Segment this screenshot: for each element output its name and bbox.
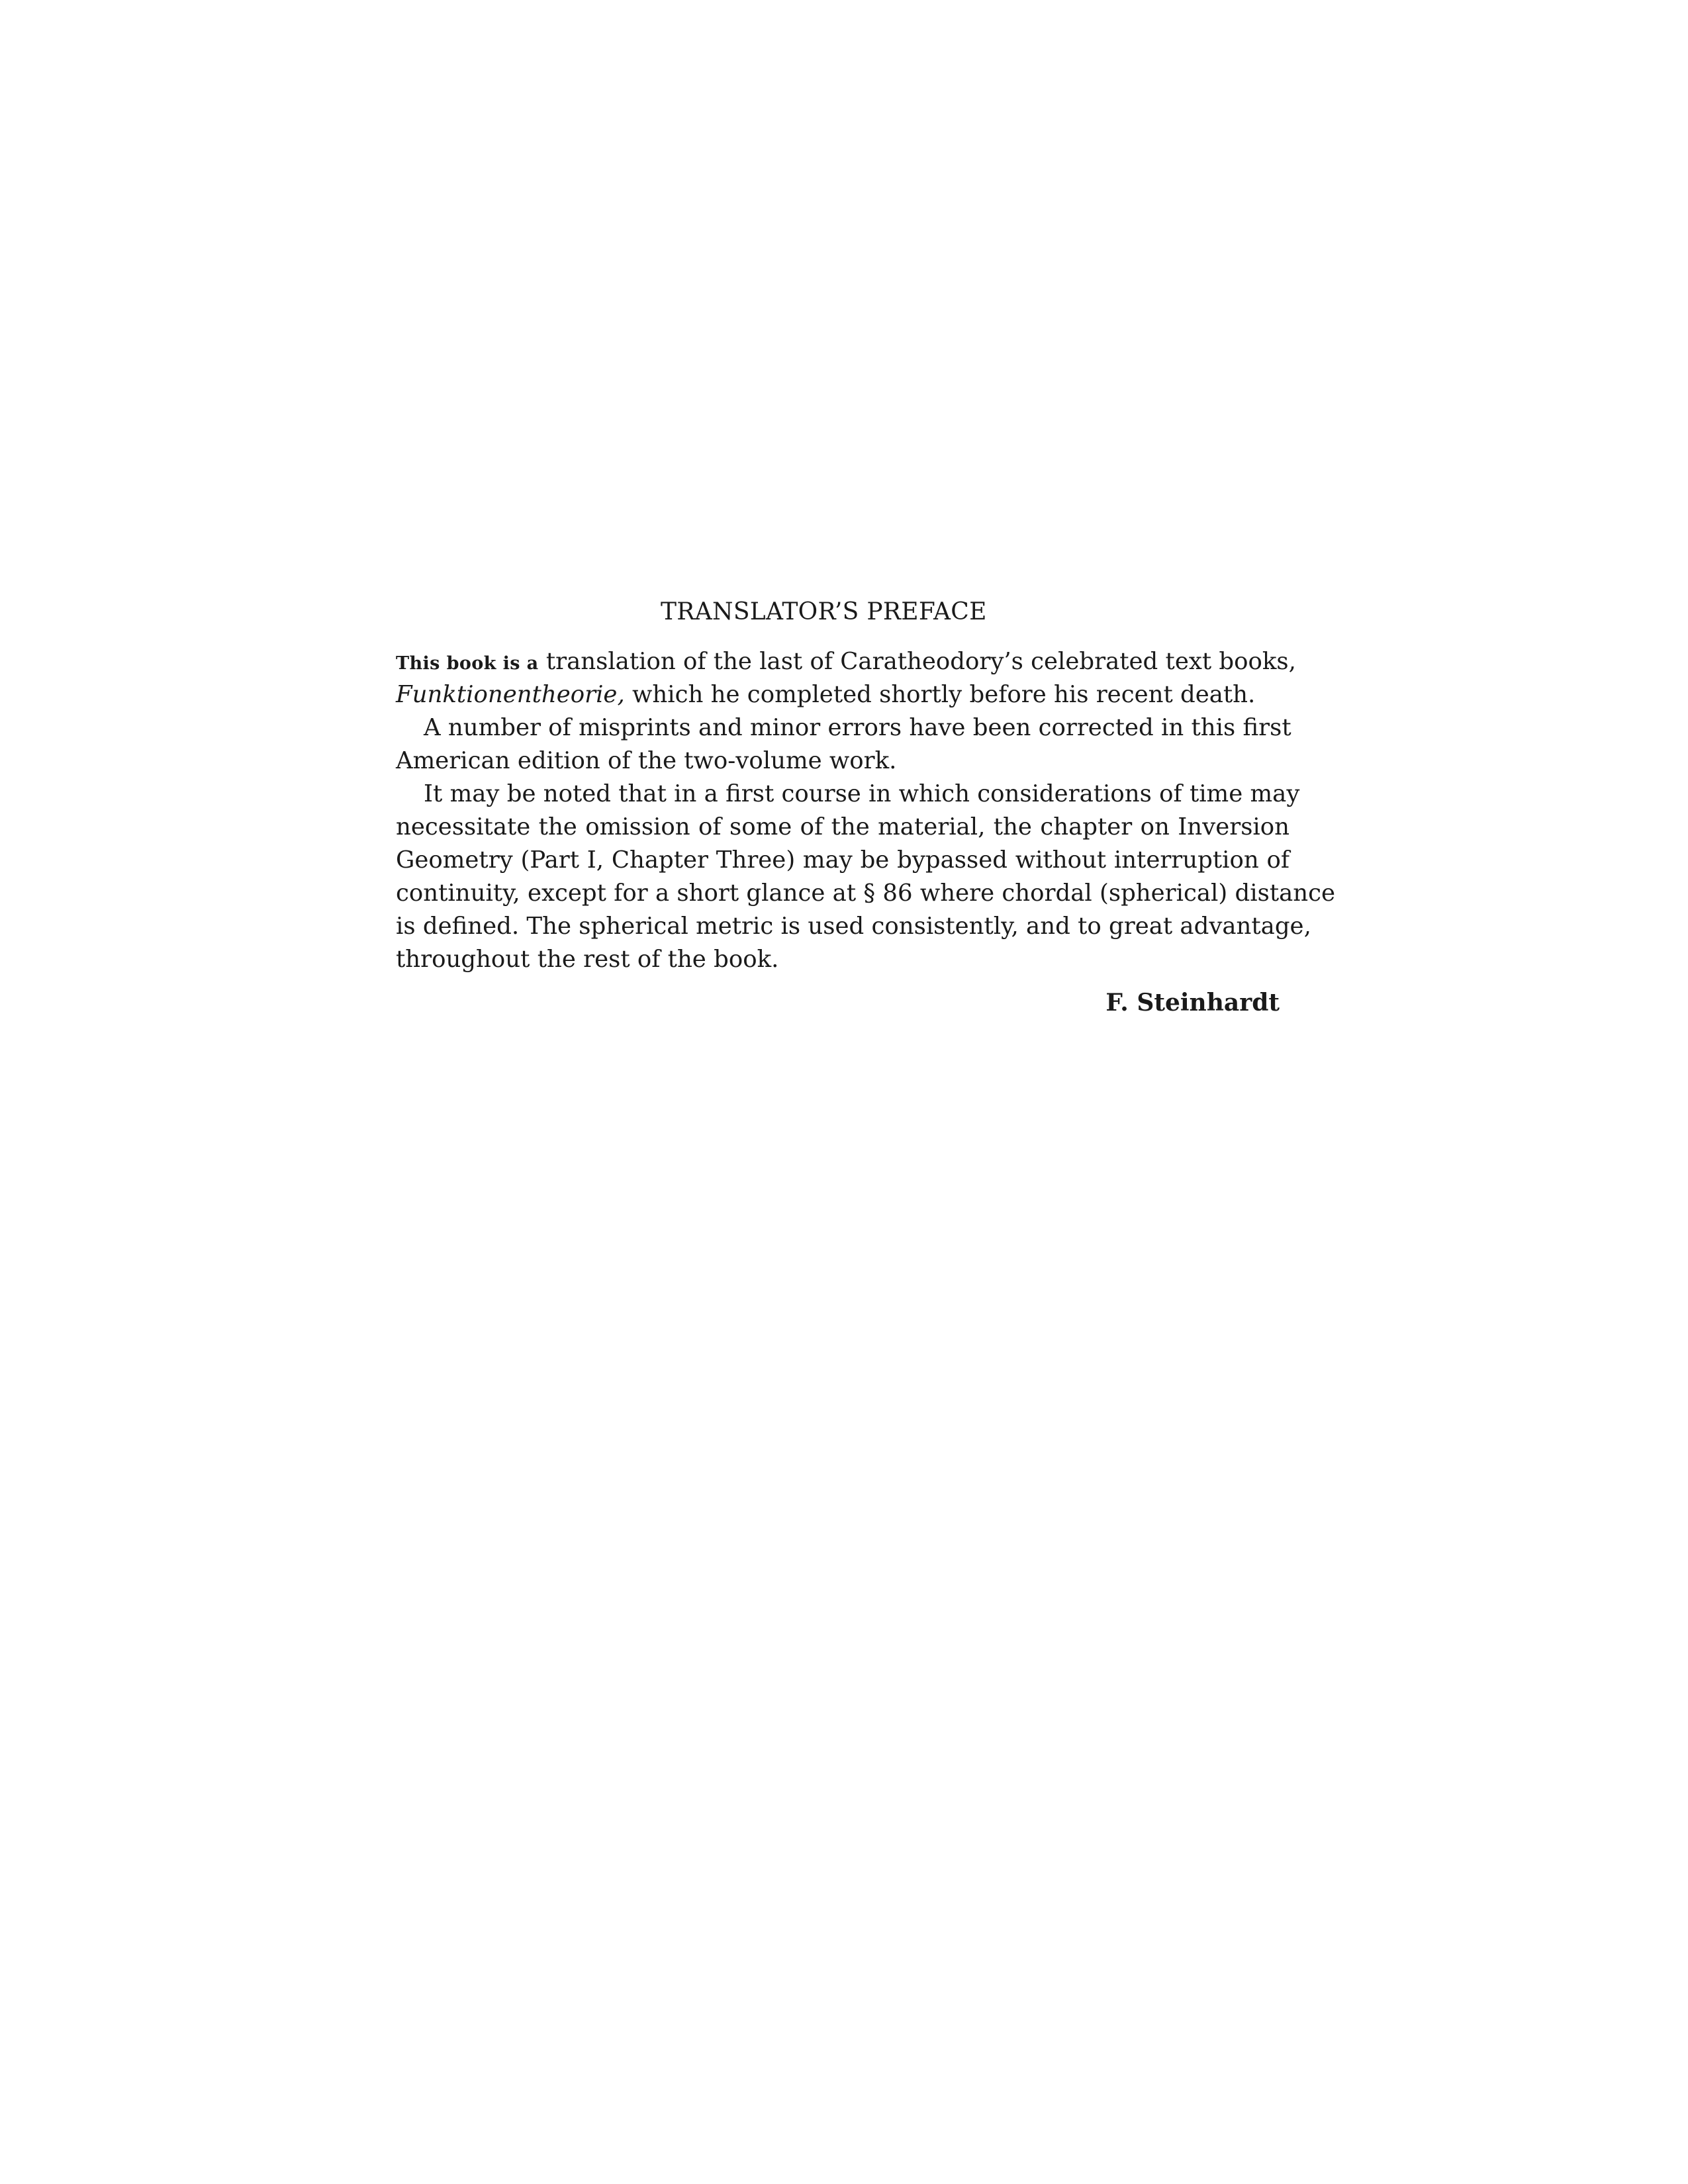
paragraph-3-line-3: Geometry (Part I, Chapter Three) may be bypassed without interruption of: [396, 846, 1289, 874]
book-title-italic: Funktionentheorie,: [396, 681, 625, 708]
paragraph-3-line-5: is defined. The spherical metric is used consistently, and to great advantage,: [396, 913, 1311, 940]
paragraph-2-line-1: A number of misprints and minor errors have been corrected in this first: [424, 714, 1291, 741]
paragraph-3-line-1: It may be noted that in a first course in which considerations of time may: [424, 780, 1300, 807]
signature: F. Steinhardt: [1105, 989, 1280, 1017]
page-title: TRANSLATOR’S PREFACE: [661, 598, 987, 625]
paragraph-1-lead: This book is a: [396, 653, 539, 674]
paragraph-1-line-1: [396, 645, 1296, 680]
paragraph-1-line-2: [396, 678, 1289, 711]
paragraph-1-line-2-text: which he completed shortly before his recent death.: [624, 681, 1256, 708]
paragraph-3-line-2: necessitate the omission of some of the material, the chapter on Inversion: [396, 813, 1289, 841]
paragraph-2-line-2: American edition of the two-volume work.: [396, 747, 897, 774]
paragraph-3-line-4: continuity, except for a short glance at § 86 where chordal (spherical) distance: [396, 880, 1336, 907]
paragraph-1-line-1-text: translation of the last of Caratheodory’s celebrated text books,: [538, 648, 1296, 675]
paragraph-3-line-6: throughout the rest of the book.: [396, 946, 779, 973]
